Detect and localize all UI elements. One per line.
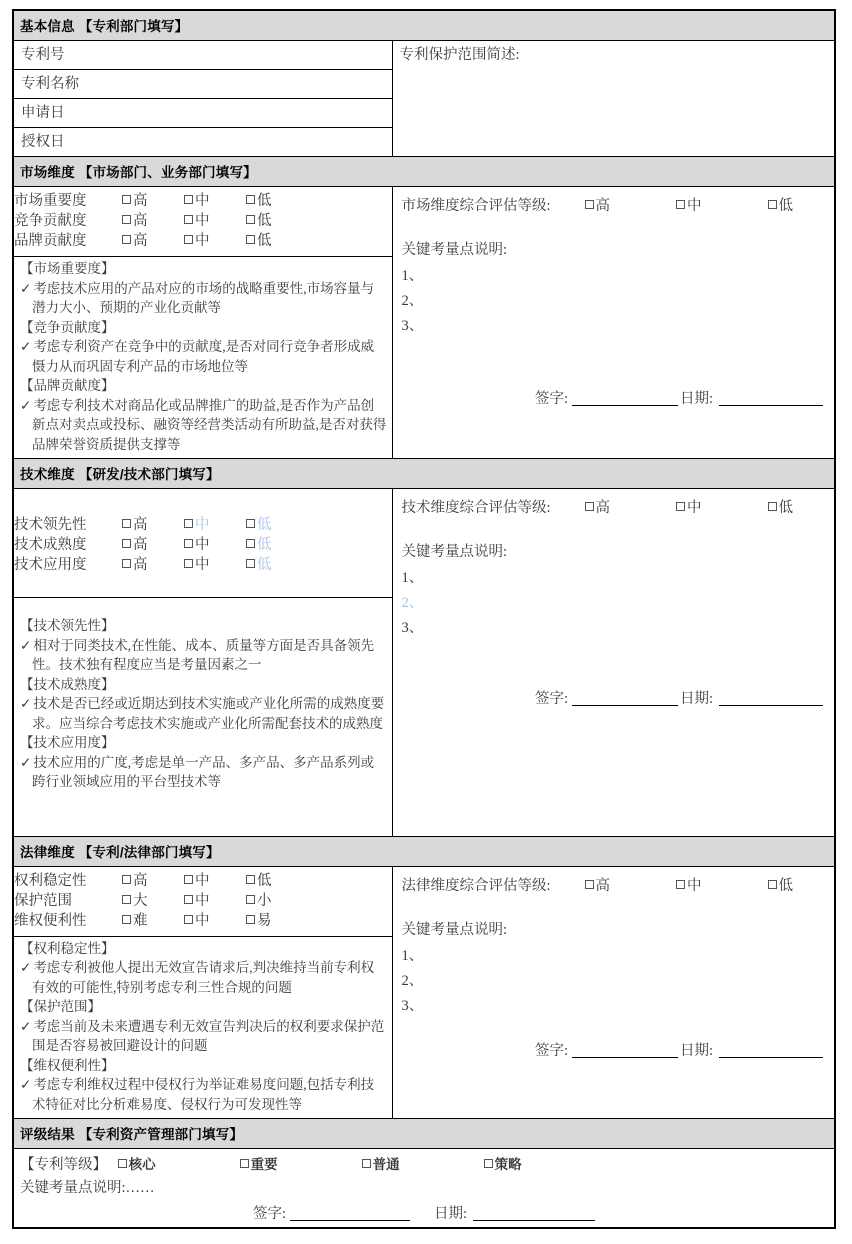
criteria-option[interactable] [246,191,308,211]
section-header-basic: 基本信息 【专利部门填写】 [13,10,835,41]
criteria-row [14,191,392,211]
technical-right-cell [392,489,835,837]
criteria-label: 技术领先性 [14,517,87,533]
criteria-option[interactable] [246,515,308,535]
checkbox-icon[interactable] [246,559,255,568]
date-input[interactable] [719,692,823,706]
checkbox-icon[interactable] [246,875,255,884]
option-label: 低 [257,213,272,229]
guidance-text: 考虑技术应用的产品对应的市场的战略重要性,市场容量与潜力大小、预期的产业化贡献等 [32,280,375,315]
check-mark-icon: ✓ [20,339,32,354]
grade-option: 低 [778,198,794,214]
date-input[interactable] [719,392,823,406]
legal-body-row [13,866,835,1119]
option-label: 高 [133,872,148,889]
option-label: 低 [257,193,272,209]
criteria-option[interactable] [122,871,184,891]
market-signature-row [400,387,828,408]
criteria-label: 技术应用度 [14,557,87,573]
technical-criteria-row [14,489,392,598]
keypoint-item[interactable]: 3、 [401,997,424,1014]
criteria-option[interactable] [184,871,246,891]
checkbox-icon[interactable] [768,200,777,209]
signature-label: 签字: [534,1042,568,1059]
criteria-spacer [308,871,392,891]
keypoint-item[interactable]: 3、 [401,620,424,636]
section-legal-header-row [13,836,835,866]
criteria-option[interactable] [184,211,246,231]
guidance-item [20,694,387,733]
keypoints-label: 关键考量点说明: [401,544,508,560]
guidance-item [20,1017,387,1056]
field-label-patent-name[interactable]: 专利名称 [13,70,392,99]
option-label: 中 [195,517,210,533]
check-mark-icon: ✓ [20,280,32,296]
option-label: 中 [195,233,210,249]
checkbox-icon[interactable] [246,195,255,204]
technical-keypoints [400,540,828,641]
result-signature-row [14,1200,834,1227]
criteria-option[interactable] [246,535,308,555]
guidance-title: 【品牌贡献度】 [20,378,115,393]
grade-option: 策略 [494,1157,522,1172]
date-label: 日期: [434,1206,468,1222]
grade-option: 低 [778,500,794,516]
criteria-option[interactable] [184,555,246,575]
date-label: 日期: [679,691,714,707]
guidance-title: 【技术领先性】 [20,618,115,633]
market-criteria-row [14,187,392,257]
legal-keypoints [400,918,828,1019]
checkbox-icon[interactable] [184,215,193,224]
option-label: 高 [133,517,148,533]
guidance-item [20,396,387,455]
section-header-market: 市场维度 【市场部门、业务部门填写】 [13,157,835,187]
grade-option: 重要 [250,1157,278,1172]
option-label: 低 [257,537,272,553]
option-label: 中 [195,872,210,889]
market-left-inner [14,187,392,458]
guidance-block [14,598,392,836]
technical-criteria-table [14,515,392,575]
market-left-cell [13,187,392,459]
criteria-label: 维权便利性 [14,912,87,929]
checkbox-icon[interactable] [184,519,193,528]
grade-option: 普通 [372,1157,400,1172]
option-label: 低 [257,557,272,573]
criteria-spacer [308,555,392,575]
criteria-option[interactable] [184,911,246,931]
criteria-option[interactable] [184,231,246,251]
market-guidance-row [14,257,392,459]
criteria-row [14,515,392,535]
patent-scope-summary-cell[interactable] [392,41,835,157]
checkbox-icon[interactable] [246,215,255,224]
signature-label: 签字: [534,691,568,707]
criteria-label: 权利稳定性 [14,872,87,889]
criteria-spacer [308,211,392,231]
section-technical-header-row [13,459,835,489]
guidance-title: 【技术应用度】 [20,735,115,750]
section-header-result: 评级结果 【专利资产管理部门填写】 [13,1119,835,1149]
option-label: 高 [133,557,148,573]
date-label: 日期: [679,391,714,407]
option-label: 高 [133,193,148,209]
criteria-row [14,891,392,911]
technical-guidance-row [14,598,392,836]
keypoints-label: 关键考量点说明: [401,921,508,938]
checkbox-icon[interactable] [240,1159,249,1168]
patent-scope-summary-label: 专利保护范围简述: [399,47,520,63]
spacer [20,792,387,832]
checkbox-icon[interactable] [184,875,193,884]
market-keypoints [400,238,828,339]
criteria-option[interactable] [122,911,184,931]
checkbox-icon[interactable] [122,539,131,548]
technical-body-row [13,489,835,837]
checkbox-icon[interactable] [246,519,255,528]
market-criteria-cell [14,187,392,257]
guidance-title: 【权利稳定性】 [20,940,115,956]
field-label-grant-date[interactable]: 授权日 [13,128,392,157]
checkbox-icon[interactable] [122,559,131,568]
signature-input[interactable] [572,392,678,406]
checkbox-icon[interactable] [362,1159,371,1168]
keypoint-item[interactable]: 3、 [401,318,424,334]
criteria-option[interactable] [122,191,184,211]
guidance-title: 【市场重要度】 [20,261,115,276]
market-grade-row [400,191,828,216]
checkbox-icon[interactable] [122,215,131,224]
option-label: 小 [257,892,272,909]
criteria-label: 技术成熟度 [14,537,87,553]
criteria-label: 品牌贡献度 [14,233,87,249]
grade-option: 中 [687,198,702,214]
checkbox-icon[interactable] [122,235,131,244]
criteria-option[interactable] [246,231,308,251]
criteria-row [14,555,392,575]
spacer [400,641,828,687]
grade-option: 低 [778,877,794,894]
patent-grade-label: 【专利等级】 [20,1157,107,1173]
check-mark-icon: ✓ [20,754,32,770]
grade-label: 市场维度综合评估等级: [401,198,551,214]
basic-row-1 [13,41,835,70]
result-cell [13,1149,835,1229]
spacer [400,518,828,540]
technical-grade-row [400,493,828,518]
legal-grade-row [400,871,828,896]
criteria-spacer [308,231,392,251]
technical-guidance-cell [14,598,392,836]
section-basic-header-row [13,10,835,41]
checkbox-icon[interactable] [484,1159,493,1168]
keypoint-item[interactable]: 1、 [401,947,424,964]
technical-left-inner [14,489,392,836]
check-mark-icon: ✓ [20,397,32,413]
signature-input[interactable] [572,692,678,706]
market-body-row [13,187,835,459]
criteria-label: 保护范围 [14,892,72,909]
checkbox-icon[interactable] [246,539,255,548]
guidance-item [20,1075,387,1114]
grade-option: 中 [687,877,702,894]
criteria-row [14,911,392,931]
result-note[interactable]: 关键考量点说明:…… [20,1180,155,1196]
checkbox-icon[interactable] [184,235,193,244]
checkbox-icon[interactable] [184,559,193,568]
guidance-title: 【保护范围】 [20,999,101,1014]
criteria-option[interactable] [122,515,184,535]
guidance-text: 相对于同类技术,在性能、成本、质量等方面是否具备领先性。技术独有程度应当是考量因素之一 [32,637,375,672]
legal-criteria-row [14,867,392,937]
criteria-option[interactable] [122,891,184,911]
technical-signature-row [400,687,828,708]
legal-right-cell [392,866,835,1119]
option-label: 高 [133,213,148,229]
spacer [400,216,828,238]
option-label: 中 [195,892,210,909]
option-label: 中 [195,557,210,573]
keypoint-item[interactable]: 2、 [401,293,424,309]
guidance-item [20,958,387,997]
spacer [400,339,828,387]
form-table [12,9,836,1229]
option-label: 大 [133,892,148,909]
guidance-text: 考虑专利技术对商品化或品牌推广的助益,是否作为产品创新点对卖点或投标、融资等经营类活动有所助益,是否对获得品牌荣誉资质提供支撑等 [32,397,387,452]
legal-signature-row [400,1039,828,1060]
check-mark-icon: ✓ [20,637,32,653]
criteria-option[interactable] [246,871,308,891]
option-label: 易 [257,912,272,929]
legal-criteria-cell [14,867,392,937]
date-label: 日期: [679,1042,714,1059]
market-right-cell [392,187,835,459]
signature-label: 签字: [534,391,568,407]
criteria-option[interactable] [184,891,246,911]
check-mark-icon: ✓ [20,696,32,711]
market-guidance-cell [14,257,392,459]
spacer [400,896,828,918]
technical-criteria-cell [14,489,392,598]
check-mark-icon: ✓ [20,960,32,975]
date-input[interactable] [473,1207,595,1221]
guidance-item [20,753,387,792]
grade-option: 高 [595,877,611,894]
legal-left-inner [14,867,392,1119]
date-input[interactable] [719,1044,823,1058]
guidance-title: 【竞争贡献度】 [20,319,115,335]
guidance-block [14,257,392,458]
legal-guidance-row [14,936,392,1118]
legal-guidance-cell [14,936,392,1118]
criteria-option[interactable] [122,211,184,231]
grade-option: 高 [595,198,611,214]
guidance-item [20,337,387,376]
section-header-legal: 法律维度 【专利/法律部门填写】 [13,836,835,866]
check-mark-icon: ✓ [20,1077,32,1092]
criteria-option[interactable] [246,211,308,231]
checkbox-icon[interactable] [184,539,193,548]
checkbox-icon[interactable] [676,200,685,209]
keypoint-item[interactable]: 1、 [401,268,424,284]
option-label: 低 [257,233,272,249]
option-label: 低 [257,517,272,533]
patent-grade-row [14,1149,834,1176]
section-result-header-row [13,1119,835,1149]
checkbox-icon[interactable] [122,519,131,528]
checkbox-icon[interactable] [122,875,131,884]
checkbox-icon[interactable] [184,895,193,904]
guidance-text: 考虑专利被他人提出无效宣告请求后,判决维持当前专利权有效的可能性,特别考虑专利三性合规的问题 [32,960,375,995]
criteria-spacer [308,515,392,535]
criteria-option[interactable] [184,515,246,535]
checkbox-icon[interactable] [184,915,193,924]
criteria-option[interactable] [184,535,246,555]
option-label: 难 [133,912,148,929]
signature-input[interactable] [572,1044,678,1058]
guidance-item [20,279,387,318]
option-label: 中 [195,193,210,209]
criteria-option[interactable] [122,231,184,251]
criteria-spacer [308,891,392,911]
market-criteria-table [14,191,392,251]
field-label-patent-number[interactable]: 专利号 [13,41,392,70]
keypoint-item[interactable]: 2、 [401,972,424,989]
guidance-item [20,636,387,675]
grade-option: 高 [595,500,611,516]
criteria-option[interactable] [122,535,184,555]
criteria-row [14,535,392,555]
checkbox-icon[interactable] [246,915,255,924]
grade-label: 技术维度综合评估等级: [401,500,551,516]
checkbox-icon[interactable] [118,1159,127,1168]
guidance-block [14,937,392,1119]
criteria-spacer [308,911,392,931]
criteria-row [14,871,392,891]
criteria-option[interactable] [122,555,184,575]
checkbox-icon[interactable] [676,502,685,511]
signature-input[interactable] [290,1207,410,1221]
field-label-application-date[interactable]: 申请日 [13,99,392,128]
option-label: 中 [195,213,210,229]
guidance-text: 考虑专利维权过程中侵权行为举证难易度问题,包括专利技术特征对比分析难易度、侵权行为可发现性等 [32,1077,375,1112]
grade-option: 核心 [128,1157,156,1172]
grade-label: 法律维度综合评估等级: [401,877,551,894]
legal-left-cell [13,866,392,1119]
option-label: 中 [195,912,210,929]
guidance-text: 技术应用的广度,考虑是单一产品、多产品、多产品系列或跨行业领域应用的平台型技术等 [32,754,375,789]
keypoint-item[interactable]: 2、 [401,595,424,611]
criteria-row [14,231,392,251]
option-label: 高 [133,233,148,249]
keypoint-item[interactable]: 1、 [401,570,424,586]
keypoints-label: 关键考量点说明: [401,242,508,258]
criteria-option[interactable] [184,191,246,211]
checkbox-icon[interactable] [122,895,131,904]
spacer [400,1019,828,1039]
technical-left-cell [13,489,392,837]
checkbox-icon[interactable] [676,880,685,889]
checkbox-icon[interactable] [246,895,255,904]
option-label: 中 [195,537,210,553]
guidance-title: 【技术成熟度】 [20,676,115,692]
option-label: 高 [133,537,148,553]
guidance-text: 考虑当前及未来遭遇专利无效宣告判决后的权利要求保护范围是否容易被回避设计的问题 [32,1018,385,1053]
checkbox-icon[interactable] [768,502,777,511]
legal-criteria-table [14,871,392,931]
checkbox-icon[interactable] [246,235,255,244]
criteria-label: 竞争贡献度 [14,213,87,229]
guidance-text: 考虑专利资产在竞争中的贡献度,是否对同行竞争者形成威慑力从而巩固专利产品的市场地位等 [32,339,375,374]
criteria-row [14,211,392,231]
criteria-option[interactable] [246,555,308,575]
checkbox-icon[interactable] [585,502,594,511]
grade-option: 中 [687,500,702,516]
option-label: 低 [257,872,272,889]
result-body-row [13,1149,835,1229]
criteria-option[interactable] [246,891,308,911]
checkbox-icon[interactable] [122,195,131,204]
section-header-technical: 技术维度 【研发/技术部门填写】 [13,459,835,489]
criteria-spacer [308,191,392,211]
criteria-label: 市场重要度 [14,193,87,209]
guidance-text: 技术是否已经或近期达到技术实施或产业化所需的成熟度要求。应当综合考虑技术实施或产业化所需配套技术的成熟度 [32,696,385,731]
section-market-header-row [13,157,835,187]
criteria-option[interactable] [246,911,308,931]
check-mark-icon: ✓ [20,1018,32,1034]
checkbox-icon[interactable] [585,200,594,209]
checkbox-icon[interactable] [768,880,777,889]
checkbox-icon[interactable] [184,195,193,204]
checkbox-icon[interactable] [585,880,594,889]
criteria-spacer [308,535,392,555]
checkbox-icon[interactable] [122,915,131,924]
signature-label: 签字: [252,1206,286,1222]
guidance-title: 【维权便利性】 [20,1057,115,1073]
